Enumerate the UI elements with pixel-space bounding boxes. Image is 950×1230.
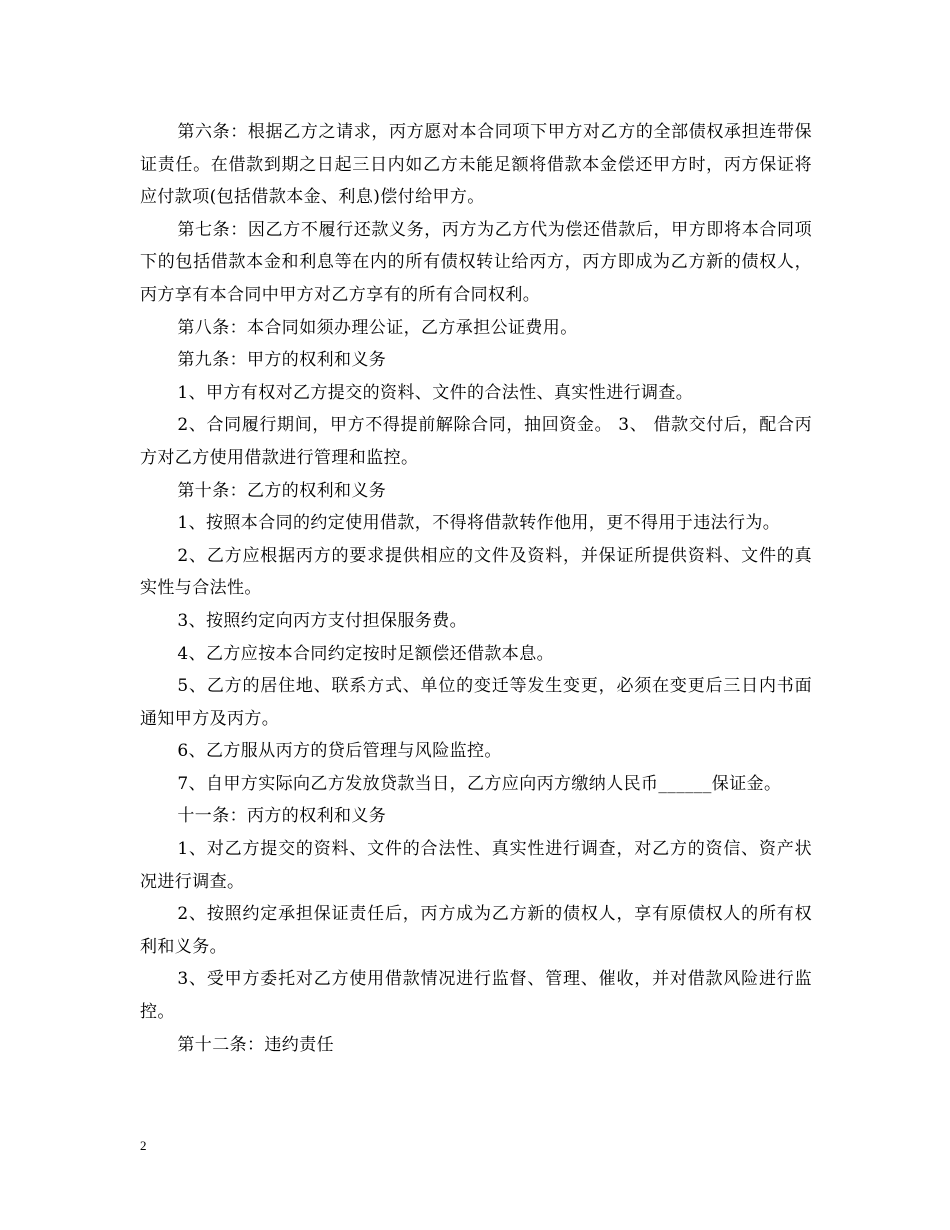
article-10-item-1: 1、按照本合同的约定使用借款，不得将借款转作他用，更不得用于违法行为。 [177,513,781,534]
page-number: 2 [140,1138,147,1153]
article-7-paragraph: 第七条：因乙方不履行还款义务，丙方为乙方代为偿还借款后，甲方即将本合同项下的包括借款本金和利息等在内的所有债权转让给丙方，丙方即成为乙方新的债权人，丙方享有本合同中甲方对乙方享有的所有合同权利。 [140,219,812,305]
article-10-item-2: 2、乙方应根据丙方的要求提供相应的文件及资料，并保证所提供资料、文件的真实性与合法性。 [140,545,812,599]
article-8-paragraph: 第八条：本合同如须办理公证，乙方承担公证费用。 [177,317,578,338]
article-11-item-2: 2、按照约定承担保证责任后，丙方成为乙方新的债权人，享有原债权人的所有权利和义务。 [140,904,812,957]
document-body [140,116,812,1061]
article-12-heading: 第十二条：违约责任 [177,1034,334,1055]
article-10-item-5: 5、乙方的居住地、联系方式、单位的变迁等发生变更，必须在变更后三日内书面通知甲方及丙方。 [140,676,812,729]
article-10-item-6: 6、乙方服从丙方的贷后管理与风险监控。 [177,741,502,762]
article-11-heading: 十一条：丙方的权利和义务 [177,806,387,827]
article-11-item-1: 1、对乙方提交的资料、文件的合法性、真实性进行调查，对乙方的资信、资产状况进行调查。 [140,839,812,892]
article-10-item-4: 4、乙方应按本合同约定按时足额偿还借款本息。 [177,643,555,664]
article-9-heading: 第九条：甲方的权利和义务 [177,350,387,371]
article-9-item-1: 1、甲方有权对乙方提交的资料、文件的合法性、真实性进行调查。 [177,382,694,403]
article-11-item-3: 3、受甲方委托对乙方使用借款情况进行监督、管理、催收，并对借款风险进行监控。 [140,969,812,1023]
article-10-heading: 第十条：乙方的权利和义务 [177,480,387,501]
article-10-item-7: 7、自甲方实际向乙方发放贷款当日，乙方应向丙方缴纳人民币______保证金。 [177,773,782,794]
article-6-paragraph: 第六条：根据乙方之请求，丙方愿对本合同项下甲方对乙方的全部债权承担连带保证责任。在借款到期之日起三日内如乙方未能足额将借款本金偿还甲方时，丙方保证将应付款项(包括借款本金、利息)偿付给甲方。 [140,122,812,208]
article-9-item-2-3: 2、合同履行期间，甲方不得提前解除合同，抽回资金。 3、 借款交付后，配合丙方对乙方使用借款进行管理和监控。 [140,415,812,468]
article-10-item-3: 3、按照约定向丙方支付担保服务费。 [177,610,468,631]
